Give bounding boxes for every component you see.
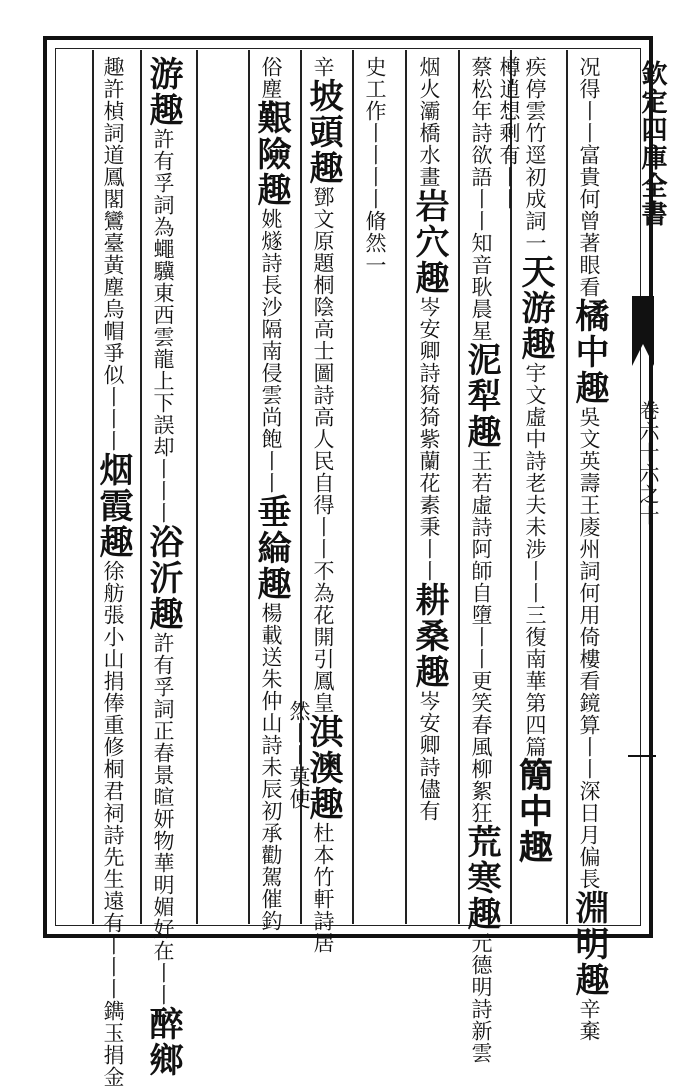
text-column: 况得丨丨富貴何曾著眼看橘中趣吳文英壽王庱州詞何用倚樓看鏡算丨丨深日月偏長淵明趣辛棄 [569,56,609,1042]
column-rule [248,50,250,924]
divider [628,755,656,757]
text-column: 蔡松年詩欲語丨丨知音耿晨星泥犁趣王若虛詩阿師自墮丨丨更笑春風柳絮狂荒寒趣元德明詩新雲 [461,56,501,1064]
fishtail-mark-icon [630,296,656,366]
column-rule [140,50,142,924]
column-rule [352,50,354,924]
text-column: 史工作丨丨丨丨脩然一 [363,56,387,276]
text-column: 疾停雲竹逕初成詞一天游趣宇文虛中詩老夫未涉丨丨三復南華第四篇𥳑中趣 [515,56,555,866]
column-rule [458,50,460,924]
column-rule [566,50,568,924]
text-column: 游趣許有孚詞為蠅驥東西雲龍上下誤却丨丨丨浴沂趣許有孚詞正春景暄妍物華明媚好在丨丨醉鄉 [143,56,183,1078]
text-column: 趣許楨詞道鳳閣鸞臺黃塵烏帽爭似丨丨丨烟霞趣徐舫張小山捐俸重修桐君祠詩先生遠有丨丨丨鐫玉捐金 [93,56,133,1088]
text-column: 俗塵艱險趣姚燧詩長沙隔南侵雲尚飽丨丨垂綸趣楊載送朱仲山詩未辰初承勸駕催釣 [251,56,291,932]
text-column: 然丨丨莫使 [287,700,311,810]
text-column: 辛坡頭趣鄧文原題桐陰高士圖詩高人民自得丨丨不為花開引鳳皇淇澳趣杜本竹軒詩居 [303,56,343,954]
book-title: 欽定四庫全書 [637,60,667,228]
text-column: 烟火灞橋水畫岩穴趣岑安卿詩猗猗紫蘭花素秉丨丨耕桑趣岑安卿詩儘有 [409,56,449,822]
volume-label: 卷六十六之十 [636,400,660,526]
column-rule [405,50,407,924]
text-column: 樽逍想剩有丨丨 [497,56,521,210]
column-rule [196,50,198,924]
